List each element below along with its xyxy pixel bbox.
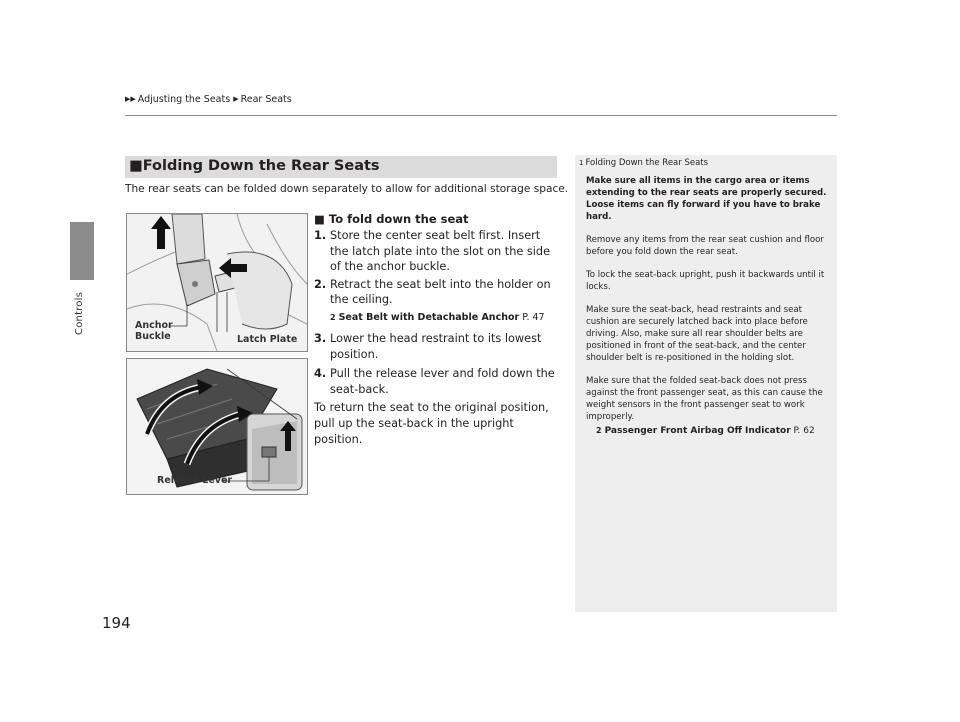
breadcrumb-item-rear-seats[interactable]: Rear Seats — [240, 94, 292, 105]
section-heading-bar — [125, 156, 557, 178]
subsection-marker-icon: ■ — [314, 212, 325, 226]
reference-arrow-icon: 2 — [330, 312, 336, 322]
label-anchor-buckle: Anchor Buckle — [135, 320, 173, 342]
note-paragraph: Make sure the seat-back, head restraints and seat cushion are securely latched back into place before driving. Also, make sure all rear shoulder belts are positioned in front of the seat-back, and the center shoulder belt is re-positioned in the holding slot. — [586, 305, 808, 363]
section-title — [129, 158, 380, 174]
note-paragraph: Remove any items from the rear seat cushion and floor before you fold down the rear seat. — [586, 235, 824, 257]
chapter-label: Controls — [74, 292, 85, 335]
reference-arrow-icon: 2 — [596, 426, 602, 435]
side-note-panel — [575, 155, 837, 612]
step-list — [314, 228, 562, 399]
breadcrumb — [125, 94, 292, 105]
xref-seat-belt-link[interactable]: 2 Seat Belt with Detachable Anchor P. 47 — [330, 310, 562, 326]
chapter-tab — [70, 222, 94, 280]
label-release-lever: Release Lever — [157, 475, 233, 486]
step-item: 1. Store the center seat belt first. Insert the latch plate into the slot on the side of the anchor buckle. — [314, 229, 551, 273]
xref-airbag-indicator-link[interactable]: 2 Passenger Front Airbag Off Indicator P. 62 — [596, 426, 815, 436]
section-marker-icon: ■ — [129, 158, 143, 174]
label-latch-plate: Latch Plate — [237, 334, 298, 345]
subsection-heading — [314, 212, 469, 226]
return-instructions: To return the seat to the original position, pull up the seat-back in the upright position. — [314, 401, 549, 446]
subsection-title: To fold down the seat — [328, 212, 469, 226]
header-divider — [125, 115, 837, 116]
note-paragraph: To lock the seat-back upright, push it backwards until it locks. — [586, 270, 825, 292]
release-lever-illustration — [127, 359, 307, 494]
breadcrumb-arrow-icon: ▶▶ — [125, 95, 136, 103]
breadcrumb-arrow-icon: ▶ — [233, 95, 239, 103]
breadcrumb-item-adjusting-seats[interactable]: Adjusting the Seats — [137, 94, 231, 105]
side-note-title: 1 Folding Down the Rear Seats — [579, 158, 709, 168]
intro-paragraph: The rear seats can be folded down separately to allow for additional storage space. — [125, 183, 569, 195]
note-paragraph: Make sure all items in the cargo area or items extending to the rear seats are properly secured. Loose items can fly forward if you have to brake hard. — [586, 176, 827, 222]
step-item: 4. Pull the release lever and fold down the seat-back. — [314, 367, 555, 396]
figure-seat-belt-buckle — [126, 213, 308, 352]
step-item: 2. Retract the seat belt into the holder on the ceiling. — [314, 277, 551, 306]
side-note-body — [586, 175, 830, 437]
page-number: 194 — [102, 614, 131, 632]
note-marker-icon: 1 — [579, 159, 584, 167]
figure-release-lever — [126, 358, 308, 495]
step-item: 3. Lower the head restraint to its lowest position. — [314, 332, 542, 361]
section-title-text: Folding Down the Rear Seats — [142, 158, 380, 174]
note-paragraph: Make sure that the folded seat-back does not press against the front passenger seat, as this can cause the weight sensors in the front passenger seat to work improperly. — [586, 376, 823, 422]
